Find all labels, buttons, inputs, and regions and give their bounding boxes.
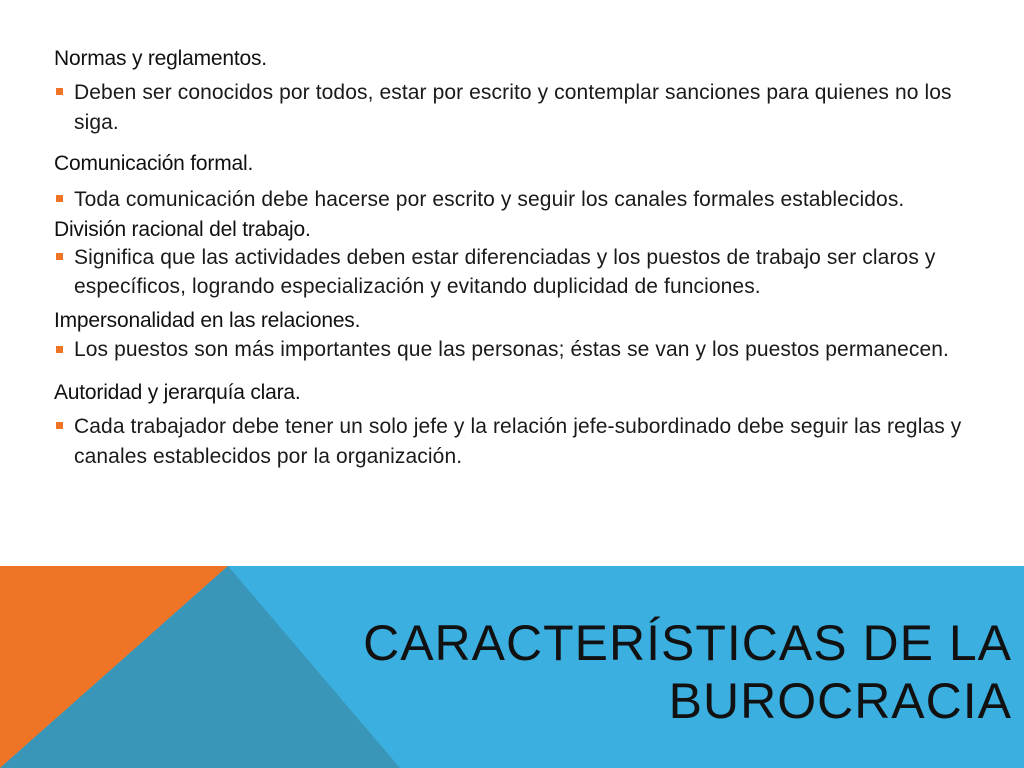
square-bullet-icon	[56, 422, 63, 429]
square-bullet-icon	[56, 88, 63, 95]
bullet-item	[54, 412, 994, 472]
section-heading: División racional del trabajo.	[54, 218, 311, 241]
bullet-item	[54, 78, 994, 138]
bullet-text: Los puestos son más importantes que las personas; éstas se van y los puestos permanecen.	[74, 338, 949, 361]
title-line-2: BUROCRACIA	[668, 673, 1012, 729]
section-division	[54, 215, 994, 301]
slide-title	[363, 614, 1012, 730]
square-bullet-icon	[56, 195, 63, 202]
bullet-text: Deben ser conocidos por todos, estar por escrito y contemplar sanciones para quienes no los siga.	[74, 81, 952, 134]
section-autoridad	[54, 378, 994, 472]
bullet-text: Cada trabajador debe tener un solo jefe y la relación jefe-subordinado debe seguir las reglas y canales establecidos por la organización.	[74, 415, 962, 468]
bullet-item	[54, 243, 994, 301]
bullet-item	[54, 185, 994, 215]
section-normas	[54, 44, 994, 138]
bullet-text: Significa que las actividades deben estar diferenciadas y los puestos de trabajo ser claros y específicos, logrando especialización y evitando duplicidad de funciones.	[74, 246, 936, 298]
section-comunicacion	[54, 149, 994, 215]
section-heading: Autoridad y jerarquía clara.	[54, 381, 301, 404]
square-bullet-icon	[56, 346, 63, 353]
bullet-item	[54, 336, 994, 364]
section-heading: Comunicación formal.	[54, 152, 254, 175]
slide-body	[54, 44, 994, 472]
bullet-text: Toda comunicación debe hacerse por escrito y seguir los canales formales establecidos.	[74, 188, 905, 211]
section-impersonalidad	[54, 306, 994, 364]
square-bullet-icon	[56, 253, 63, 260]
section-heading: Impersonalidad en las relaciones.	[54, 309, 361, 332]
section-heading: Normas y reglamentos.	[54, 47, 267, 70]
title-line-1: CARACTERÍSTICAS DE LA	[363, 615, 1012, 671]
